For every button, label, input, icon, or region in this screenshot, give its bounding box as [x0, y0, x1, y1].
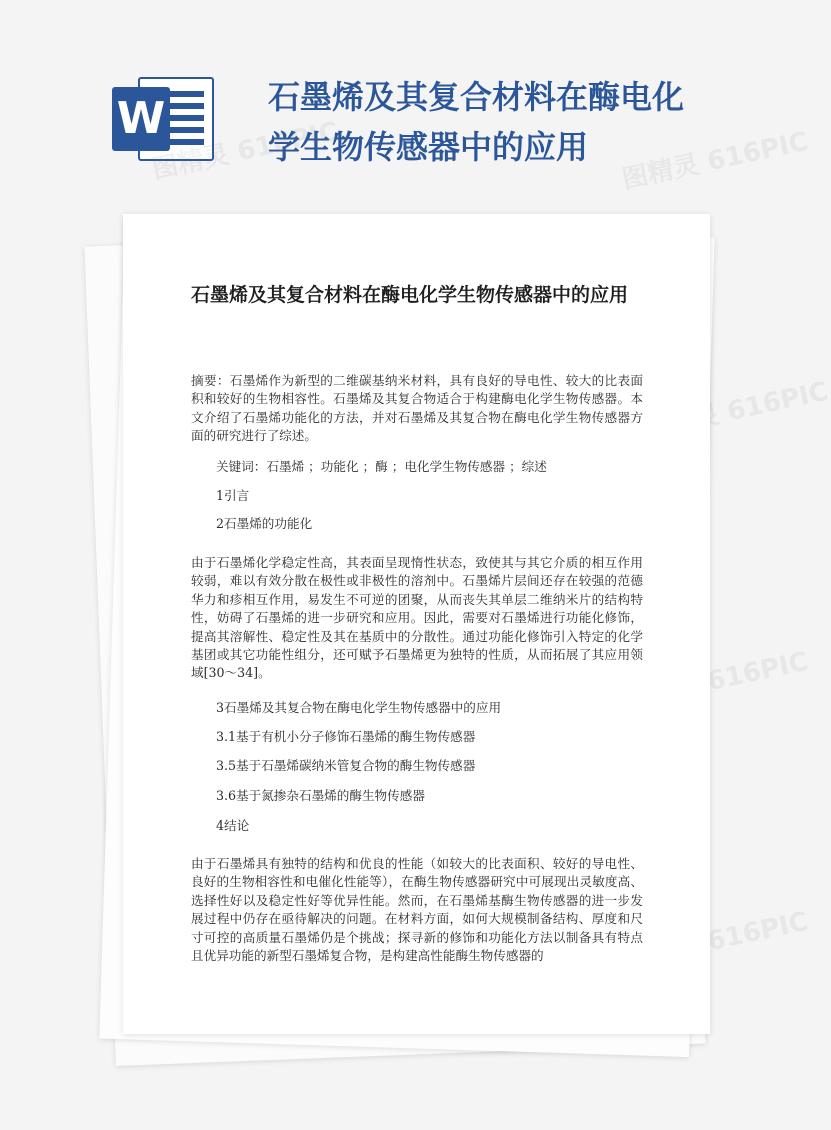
- section-heading-1: 1引言: [216, 488, 250, 503]
- watermark: 图精灵 616PIC: [619, 126, 811, 196]
- header-title: 石墨烯及其复合材料在酶电化学生物传感器中的应用: [268, 78, 685, 166]
- document-title: 石墨烯及其复合材料在酶电化学生物传感器中的应用: [191, 284, 629, 306]
- word-letter-badge: W: [112, 87, 170, 151]
- section-heading-3: 3石墨烯及其复合物在酶电化学生物传感器中的应用: [216, 700, 502, 715]
- section-heading-3-5: 3.5基于石墨烯碳纳米管复合物的酶生物传感器: [216, 758, 476, 773]
- watermark: 图精灵 616PIC: [619, 646, 811, 716]
- section-heading-2: 2石墨烯的功能化: [216, 516, 313, 531]
- watermark: 图精灵 616PIC: [619, 906, 811, 976]
- abstract-paragraph: 摘要：石墨烯作为新型的二维碳基纳米材料，具有良好的导电性、较大的比表面积和较好的生物相容性。石墨烯及其复合物适合于构建酶电化学生物传感器。本文介绍了石墨烯功能化的方法，并对石墨烯及其复合物在酶电化学生物传感器方面的研究进行了综述。: [191, 373, 643, 444]
- document-page: [123, 214, 710, 1034]
- body-paragraph-1: 由于石墨烯化学稳定性高，其表面呈现惰性状态，致使其与其它介质的相互作用较弱，难以有效分散在极性或非极性的溶剂中。石墨烯片层间还存在较强的范德华力和疹相互作用，易发生不可逆的团聚，从而丧失其单层二维纳米片的结构特性，妨碍了石墨烯的进一步研究和应用。因此，需要对石墨烯进行功能化修饰，提高其溶解性、稳定性及其在基质中的分散性。通过功能化修饰引入特定的化学基团或其它功能性组分，还可赋予石墨烯更为独特的性质，从而拓展了其应用领域[30～34]。: [191, 555, 643, 681]
- body-paragraph-2: 由于石墨烯具有独特的结构和优良的性能（如较大的比表面积、较好的导电性、良好的生物相容性和电催化性能等），在酶生物传感器研究中可展现出灵敏度高、选择性好以及稳定性好等优异性能。然而，在石墨烯基酶生物传感器的进一步发展过程中仍存在亟待解决的问题。在材料方面，如何大规模制备结构、厚度和尺寸可控的高质量石墨烯仍是个挑战；探寻新的修饰和功能化方法以制备具有特点且优异功能的新型石墨烯复合物，是构建高性能酶生物传感器的: [191, 856, 643, 964]
- keywords-line: 关键词：石墨烯 ；功能化 ；酶 ；电化学生物传感器 ；综述: [216, 459, 547, 474]
- section-heading-4: 4结论: [216, 818, 250, 833]
- word-document-icon: [112, 77, 214, 161]
- watermark: 图精灵 616PIC: [639, 376, 831, 446]
- section-heading-3-6: 3.6基于氮掺杂石墨烯的酶生物传感器: [216, 788, 425, 803]
- watermark: 图精灵 616PIC: [149, 116, 341, 186]
- section-heading-3-1: 3.1基于有机小分子修饰石墨烯的酶生物传感器: [216, 729, 476, 744]
